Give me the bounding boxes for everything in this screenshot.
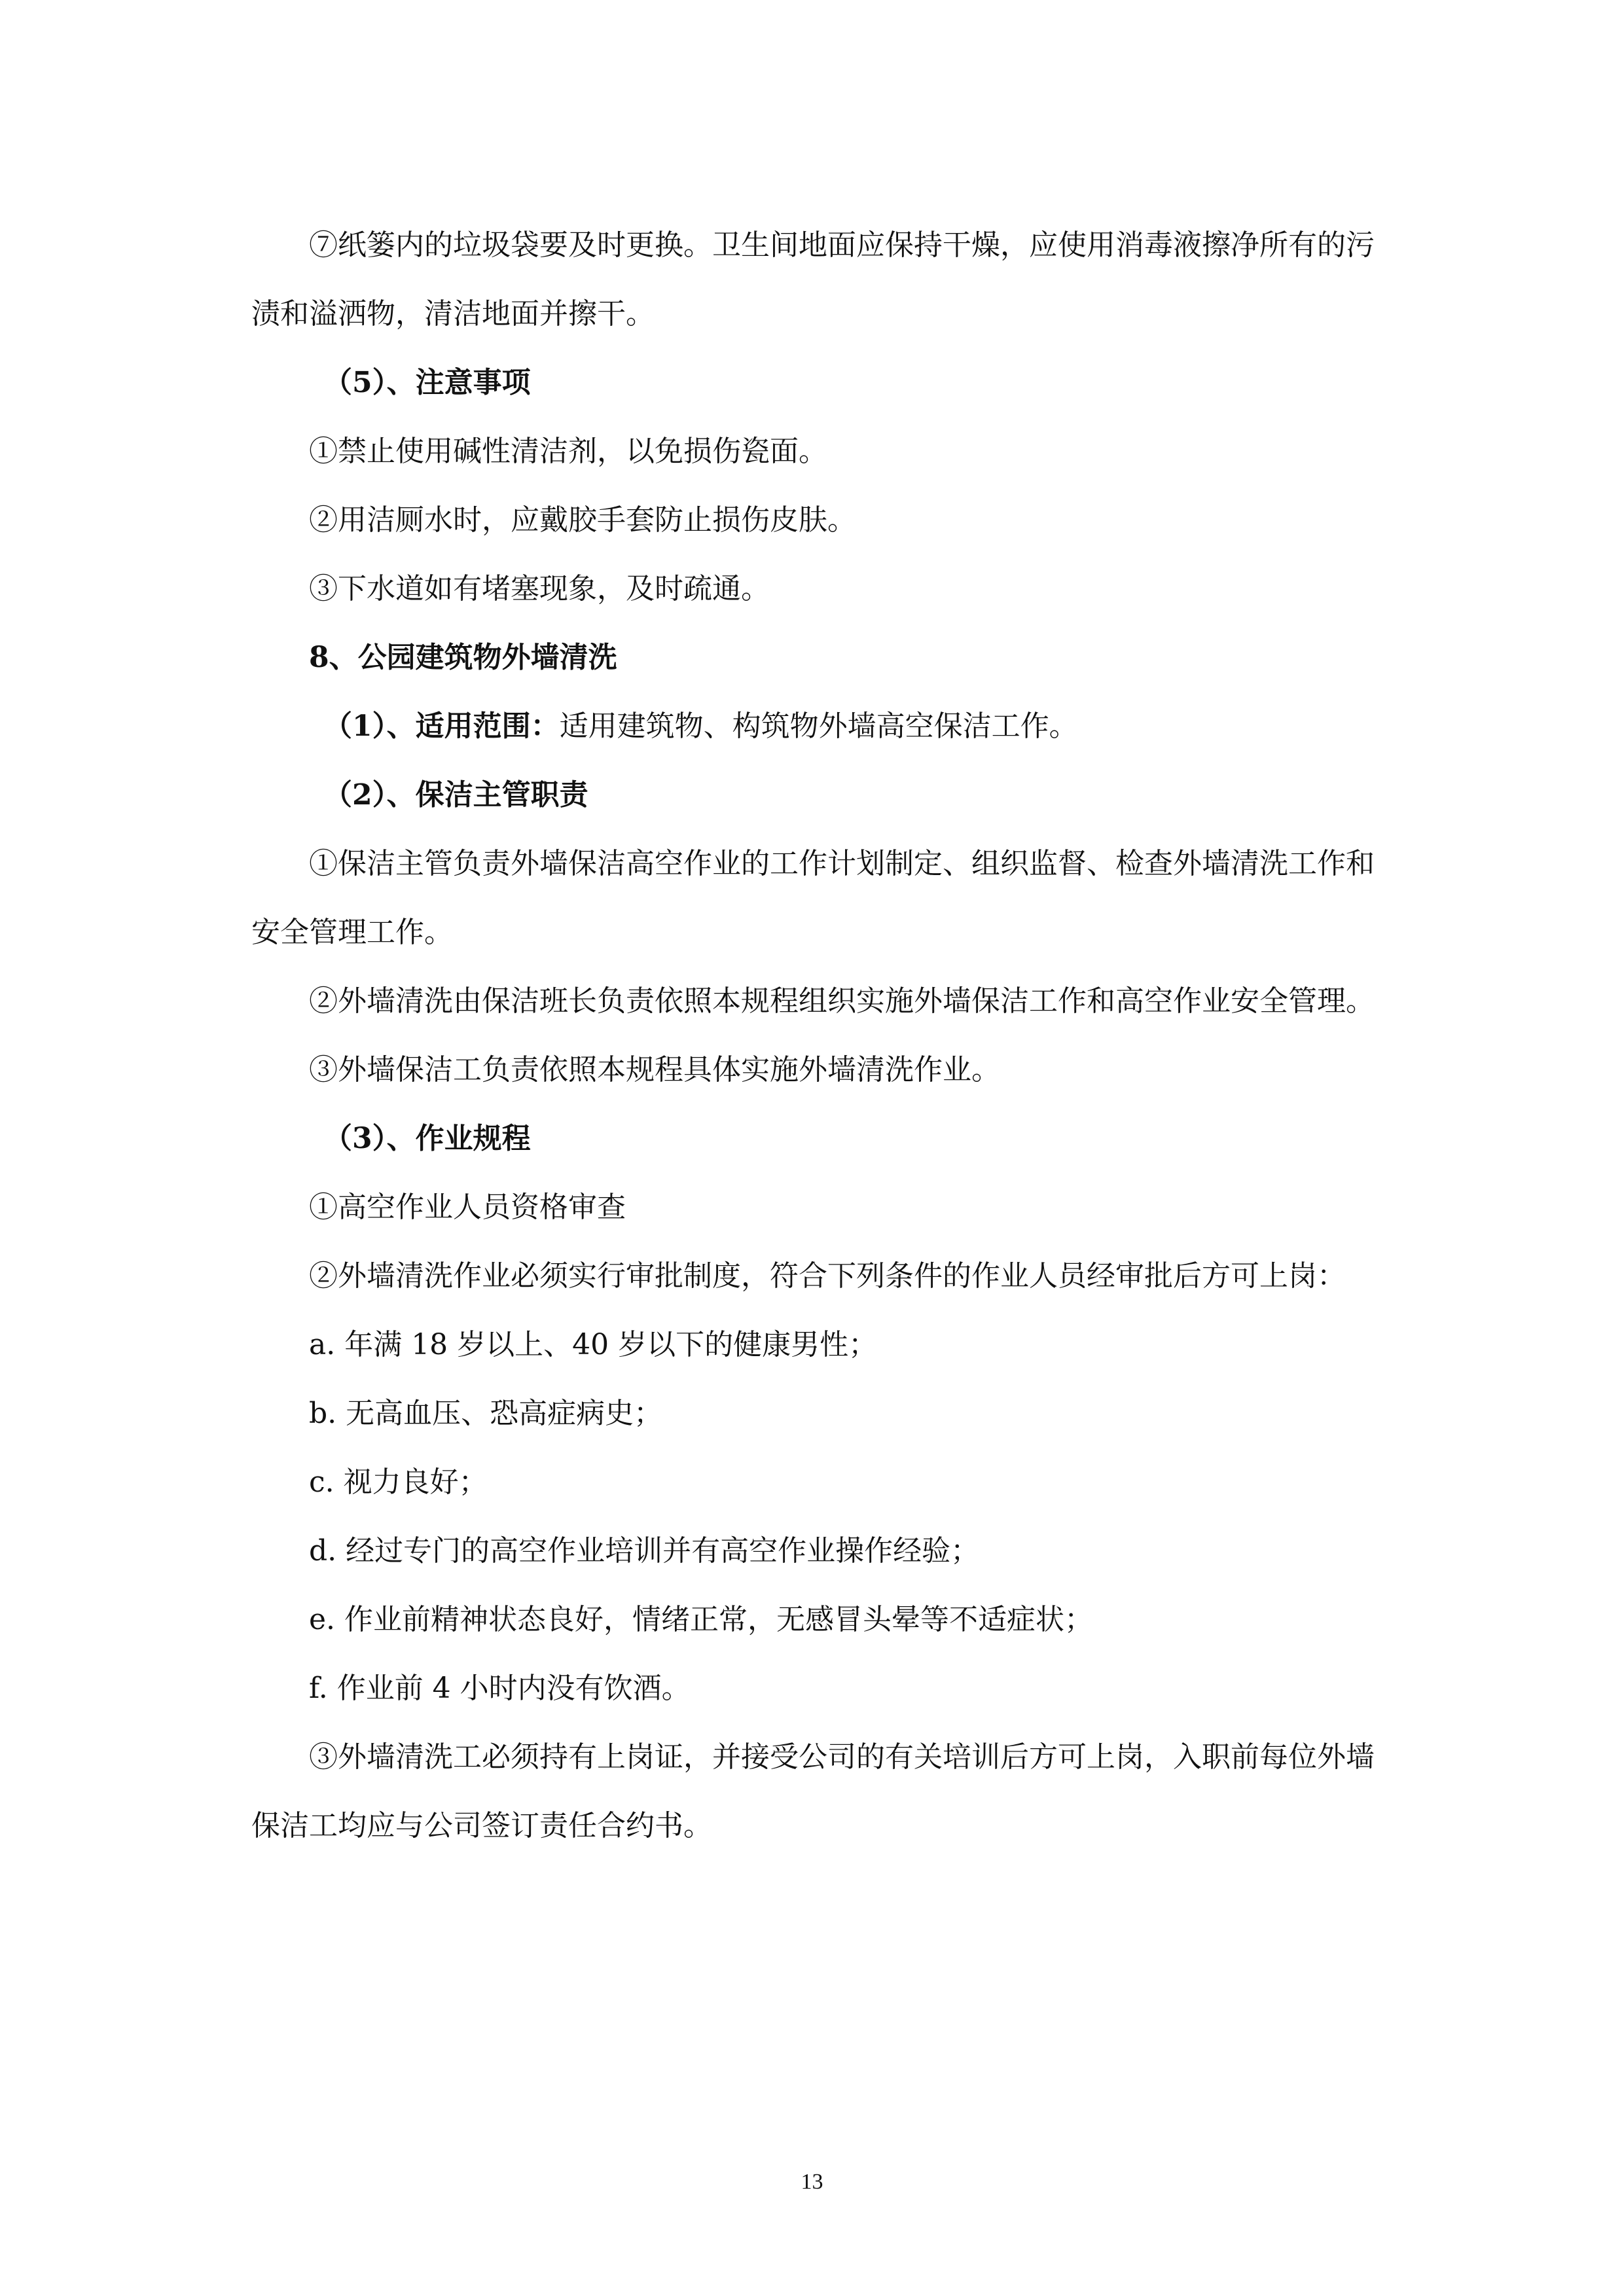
rule-item-3: ③外墙清洗工必须持有上岗证，并接受公司的有关培训后方可上岗，入职前每位外墙保洁工均应与公司签订责任合约书。 [251,1740,1375,1842]
condition-e: e. 作业前精神状态良好，情绪正常，无感冒头晕等不适症状； [309,1603,1094,1636]
page-number: 13 [801,2170,823,2194]
section-heading-8: 8、公园建筑物外墙清洗 [309,641,617,674]
condition-f: f. 作业前 4 小时内没有饮酒。 [309,1672,691,1705]
heading-supervisor-duties: （2）、保洁主管职责 [323,778,588,812]
condition-a: a. 年满 18 岁以上、40 岁以下的健康男性； [309,1328,878,1361]
scope-label: （1）、适用范围： [323,709,560,743]
condition-c: c. 视力良好； [309,1465,488,1499]
rule-item-1: ①高空作业人员资格审查 [309,1191,626,1224]
duty-item-3: ③外墙保洁工负责依照本规程具体实施外墙清洗作业。 [309,1053,1000,1086]
rule-item-2: ②外墙清洗作业必须实行审批制度，符合下列条件的作业人员经审批后方可上岗： [309,1259,1346,1293]
document-body [251,211,1384,1860]
heading-notes: （5）、注意事项 [323,366,531,399]
scope-paragraph [251,692,1384,761]
paragraph-item-7: ⑦纸篓内的垃圾袋要及时更换。卫生间地面应保持干燥，应使用消毒液擦净所有的污渍和溢洒物，清洁地面并擦干。 [251,228,1375,331]
condition-d: d. 经过专门的高空作业培训并有高空作业操作经验； [309,1534,980,1568]
note-item-3: ③下水道如有堵塞现象，及时疏通。 [309,572,770,605]
scope-text: 适用建筑物、构筑物外墙高空保洁工作。 [559,709,1078,743]
note-item-2: ②用洁厕水时，应戴胶手套防止损伤皮肤。 [309,503,856,537]
duty-item-1: ①保洁主管负责外墙保洁高空作业的工作计划制定、组织监督、检查外墙清洗工作和安全管理工作。 [251,847,1375,949]
heading-work-rules: （3）、作业规程 [323,1122,531,1155]
note-item-1: ①禁止使用碱性清洁剂，以免损伤瓷面。 [309,435,827,468]
duty-item-2: ②外墙清洗由保洁班长负责依照本规程组织实施外墙保洁工作和高空作业安全管理。 [309,984,1375,1018]
condition-b: b. 无高血压、恐高症病史； [309,1397,663,1430]
